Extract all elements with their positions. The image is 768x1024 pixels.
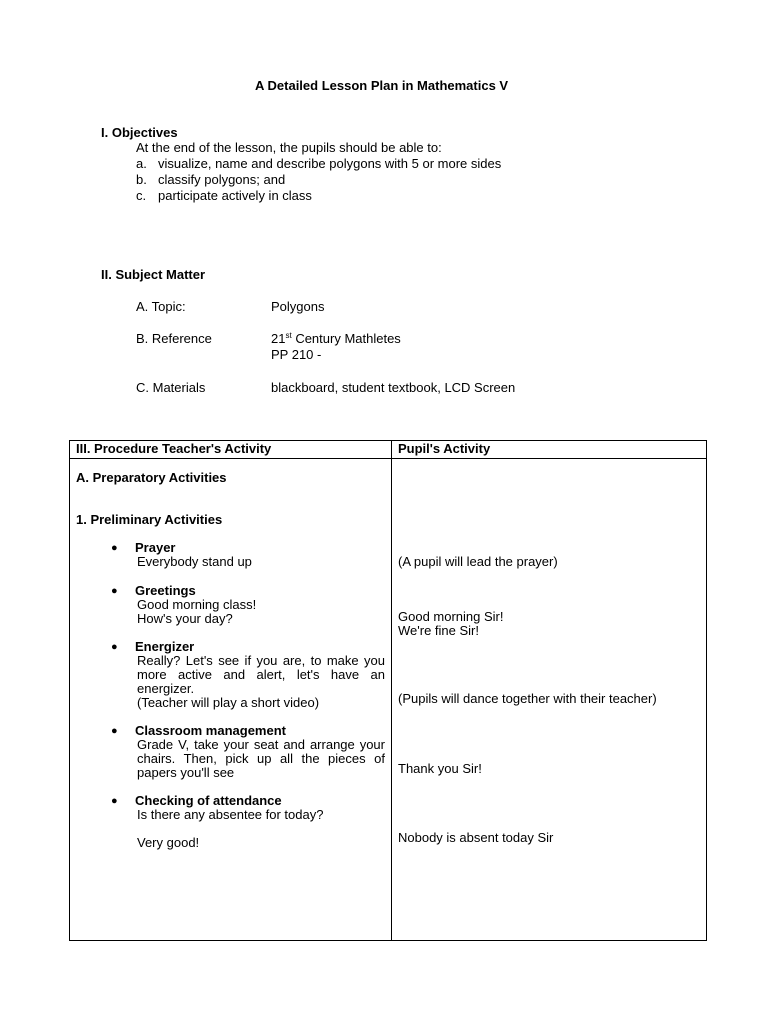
objective-a-marker: a. bbox=[136, 156, 147, 171]
materials-label: C. Materials bbox=[136, 380, 206, 395]
objectives-intro: At the end of the lesson, the pupils should be able to: bbox=[136, 140, 442, 155]
section-1-heading: 1. Preliminary Activities bbox=[76, 512, 223, 527]
bullet-greetings: ● bbox=[111, 585, 118, 597]
col-header-pupil: Pupil's Activity bbox=[398, 441, 491, 456]
bullet-attendance: ● bbox=[111, 795, 118, 807]
subject-matter-heading: II. Subject Matter bbox=[101, 267, 206, 282]
reference-value bbox=[271, 331, 401, 347]
greetings-title: Greetings bbox=[135, 583, 196, 598]
bullet-prayer: ● bbox=[111, 542, 118, 554]
attendance-teacher-1: Is there any absentee for today? bbox=[137, 807, 324, 822]
topic-label: A. Topic: bbox=[136, 299, 186, 314]
classroom-teacher: Grade V, take your seat and arrange your chairs. Then, pick up all the pieces of papers you'll see bbox=[137, 737, 385, 780]
col-header-teacher: III. Procedure Teacher's Activity bbox=[76, 441, 272, 456]
greetings-pupil-2: We're fine Sir! bbox=[398, 623, 479, 638]
reference-title: Century Mathletes bbox=[291, 331, 401, 346]
reference-ordinal: st bbox=[285, 331, 292, 340]
reference-pages: PP 210 - bbox=[271, 347, 322, 362]
topic-value: Polygons bbox=[271, 299, 325, 314]
section-a-heading: A. Preparatory Activities bbox=[76, 470, 227, 485]
bullet-classroom: ● bbox=[111, 725, 118, 737]
bullet-energizer: ● bbox=[111, 641, 118, 653]
materials-value: blackboard, student textbook, LCD Screen bbox=[271, 380, 516, 395]
prayer-title: Prayer bbox=[135, 540, 176, 555]
energizer-teacher-note: (Teacher will play a short video) bbox=[137, 695, 320, 710]
prayer-pupil: (A pupil will lead the prayer) bbox=[398, 554, 558, 569]
classroom-title: Classroom management bbox=[135, 723, 286, 738]
classroom-pupil: Thank you Sir! bbox=[398, 761, 482, 776]
attendance-teacher-2: Very good! bbox=[137, 835, 200, 850]
greetings-teacher-2: How's your day? bbox=[137, 611, 233, 626]
energizer-pupil: (Pupils will dance together with their teacher) bbox=[398, 691, 657, 706]
objective-a-text: visualize, name and describe polygons with 5 or more sides bbox=[158, 156, 502, 171]
procedure-table bbox=[69, 440, 707, 941]
table-column-divider bbox=[391, 441, 392, 940]
attendance-pupil: Nobody is absent today Sir bbox=[398, 830, 554, 845]
greetings-pupil-1: Good morning Sir! bbox=[398, 609, 504, 624]
objectives-heading: I. Objectives bbox=[101, 125, 178, 140]
table-header-divider bbox=[70, 458, 706, 459]
greetings-teacher-1: Good morning class! bbox=[137, 597, 257, 612]
objective-c-text: participate actively in class bbox=[158, 188, 312, 203]
objective-c-marker: c. bbox=[136, 188, 147, 203]
prayer-teacher: Everybody stand up bbox=[137, 554, 252, 569]
objective-b-marker: b. bbox=[136, 172, 147, 187]
reference-label: B. Reference bbox=[136, 331, 212, 346]
energizer-title: Energizer bbox=[135, 639, 195, 654]
reference-number: 21 bbox=[271, 331, 286, 346]
objective-b-text: classify polygons; and bbox=[158, 172, 286, 187]
attendance-title: Checking of attendance bbox=[135, 793, 282, 808]
page-title: A Detailed Lesson Plan in Mathematics V bbox=[255, 78, 509, 93]
energizer-teacher: Really? Let's see if you are, to make you more active and alert, let's have an energizer. bbox=[137, 653, 385, 696]
